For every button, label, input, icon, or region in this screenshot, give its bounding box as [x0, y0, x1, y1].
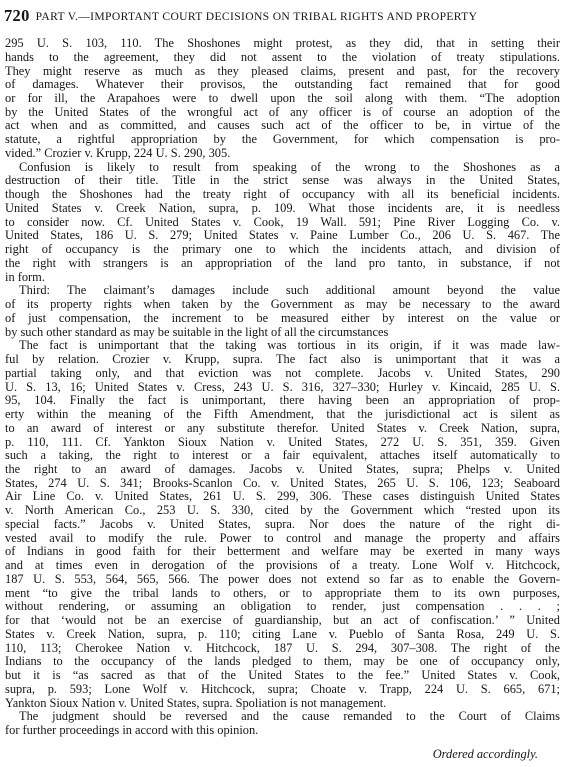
text-line: for further proceedings in accord with this opinion.: [5, 723, 259, 737]
text-line: right of occupancy is the primary one to which the incidents attach, and division of: [5, 242, 560, 257]
text-line: The judgment should be reversed and the cause remanded to the Court of Claims: [19, 709, 560, 724]
text-line: to an award of interest or any substitute therefor. United States v. Creek Nation, supra,: [5, 420, 560, 435]
text-line: without rendering, or assuming an obligation to render, just compensation . . . ;: [5, 599, 560, 614]
running-head-title: PART V.—IMPORTANT COURT DECISIONS ON TRIBAL RIGHTS AND PROPERTY: [35, 10, 478, 23]
text-line: 295 U. S. 103, 110. The Shoshones might protest, as they did, that in setting their: [5, 36, 560, 50]
text-line: or for ill, the Arapahoes were to dwell upon the soil along with them. “The adoption: [5, 91, 560, 105]
text-line: to consider now. Cf. United States v. Cook, 19 Wall. 591; Pine River Logging Co. v.: [5, 214, 560, 229]
text-line: U. S. 13, 16; United States v. Cress, 243 U. S. 316, 327–330; Hurley v. Kincaid, 285 U. S.: [5, 379, 560, 394]
closing-line: Ordered accordingly.: [432, 747, 538, 761]
text-line: p. 110, 111. Cf. Yankton Sioux Nation v. United States, 272 U. S. 351, 359. Given: [5, 434, 560, 449]
text-line: 110, 113; Cherokee Nation v. Hitchcock, 187 U. S. 294, 307–308. The right of the: [5, 640, 560, 655]
text-line: vided.” Crozier v. Krupp, 224 U. S. 290, 305.: [5, 145, 231, 160]
text-line: United States v. Creek Nation, supra, p. 109. What those incidents are, it is needless: [5, 200, 560, 215]
text-line: ful by relation. Crozier v. Krupp, supra. The fact also is unimportant that it was a: [5, 352, 560, 366]
text-line: though the Shoshones had the treaty right of occupancy with all its beneficial incidents.: [5, 187, 560, 202]
text-line: vested avail to modify the rule. Power to control and manage the property and affairs: [5, 530, 560, 545]
text-line: special facts.” Jacobs v. United States, supra. Nor does the nature of the right di-: [5, 516, 560, 531]
text-line: for that ‘would not be an exercise of guardianship, but an act of confiscation.’ ” United: [5, 613, 560, 628]
text-line: Air Line Co. v. United States, 261 U. S. 299, 306. These cases distinguish United States: [5, 489, 560, 504]
text-line: They might reserve as much as they pleased claims, present and past, for the recovery: [5, 63, 560, 78]
text-line: and at times even in derogation of the provisions of a treaty. Lone Wolf v. Hitchcock,: [5, 558, 560, 573]
text-line: in form.: [5, 269, 45, 284]
text-line: Indians to the occupancy of the lands pledged to them, may be one of occupancy only,: [5, 654, 560, 669]
text-line: ment “to give the tribal lands to others, or to appropriate them to its own purposes,: [5, 585, 560, 600]
text-line: of just compensation, the increment to be measured either by interest on the value or: [5, 310, 560, 325]
text-line: States, 274 U. S. 341; Brooks-Scanlon Co. v. United States, 265 U. S. 106, 123; Seaboard: [5, 475, 560, 490]
text-line: v. North American Co., 253 U. S. 330, cited by the Government which “rested upon its: [5, 503, 560, 518]
text-line: of its property rights when taken by the Government as may be necessary to the award: [5, 297, 560, 312]
text-line: destruction of their title. Title in the strict sense was always in the United States,: [5, 173, 560, 188]
page-number: 720: [4, 6, 30, 25]
text-line: United States, 186 U. S. 279; United States v. Paine Lumber Co., 206 U. S. 467. The: [5, 228, 560, 243]
text-line: but it is “as sacred as that of the United States to the fee.” United States v. Cook,: [5, 668, 560, 682]
text-line: such a taking, the right to interest or a fair equivalent, attaches itself automatically to: [5, 448, 560, 463]
text-line: of damages. Whatever their provisos, the outstanding fact remained that for good: [5, 77, 560, 92]
text-line: 95, 104. Finally the fact is unimportant, there having been an appropriation of prop-: [5, 393, 560, 408]
text-line: statute, a rightful appropriation by the Government, for which compensation is pro-: [5, 132, 560, 147]
text-line: The fact is unimportant that the taking was tortious in its origin, if it was made law-: [19, 338, 560, 353]
text-line: the right to an award of damages. Jacobs v. United States, supra; Phelps v. United: [5, 461, 560, 476]
text-line: States v. Creek Nation, supra, p. 110; citing Lane v. Pueblo of Santa Rosa, 249 U. S.: [5, 626, 560, 641]
text-line: 187 U. S. 553, 564, 565, 566. The power does not extend so far as to enable the Govern-: [5, 571, 560, 586]
text-line: supra, p. 593; Lone Wolf v. Hitchcock, supra; Choate v. Trapp, 224 U. S. 665, 671;: [5, 681, 560, 696]
text-line: of Indians in good faith for their betterment and welfare may be exerted in many ways: [5, 544, 560, 559]
text-line: Third: The claimant’s damages include such additional amount beyond the value: [19, 283, 560, 298]
text-line: erty within the meaning of the Fifth Amendment, that the jurisdictional act is silent as: [5, 407, 560, 421]
text-line: by such other standard as may be suitable in the light of all the circumstances: [5, 324, 389, 339]
text-line: Yankton Sioux Nation v. United States, supra. Spoliation is not management.: [5, 695, 387, 710]
text-line: by the United States of the wrongful act of any officer is of course an adoption of the: [5, 104, 560, 119]
text-line: the right with strangers is an appropriation of the land pro tanto, in substance, if not: [5, 255, 560, 270]
text-line: partial taking only, and that eviction was not complete. Jacobs v. United States, 290: [5, 365, 560, 380]
text-line: act when and as committed, and causes such act of the officer to be, in virtue of the: [5, 118, 560, 133]
text-line: Confusion is likely to result from speaking of the wrong to the Shoshones as a: [19, 159, 560, 174]
text-line: hands to the agreement, they did not assent to the violation of treaty stipulations.: [5, 49, 560, 64]
